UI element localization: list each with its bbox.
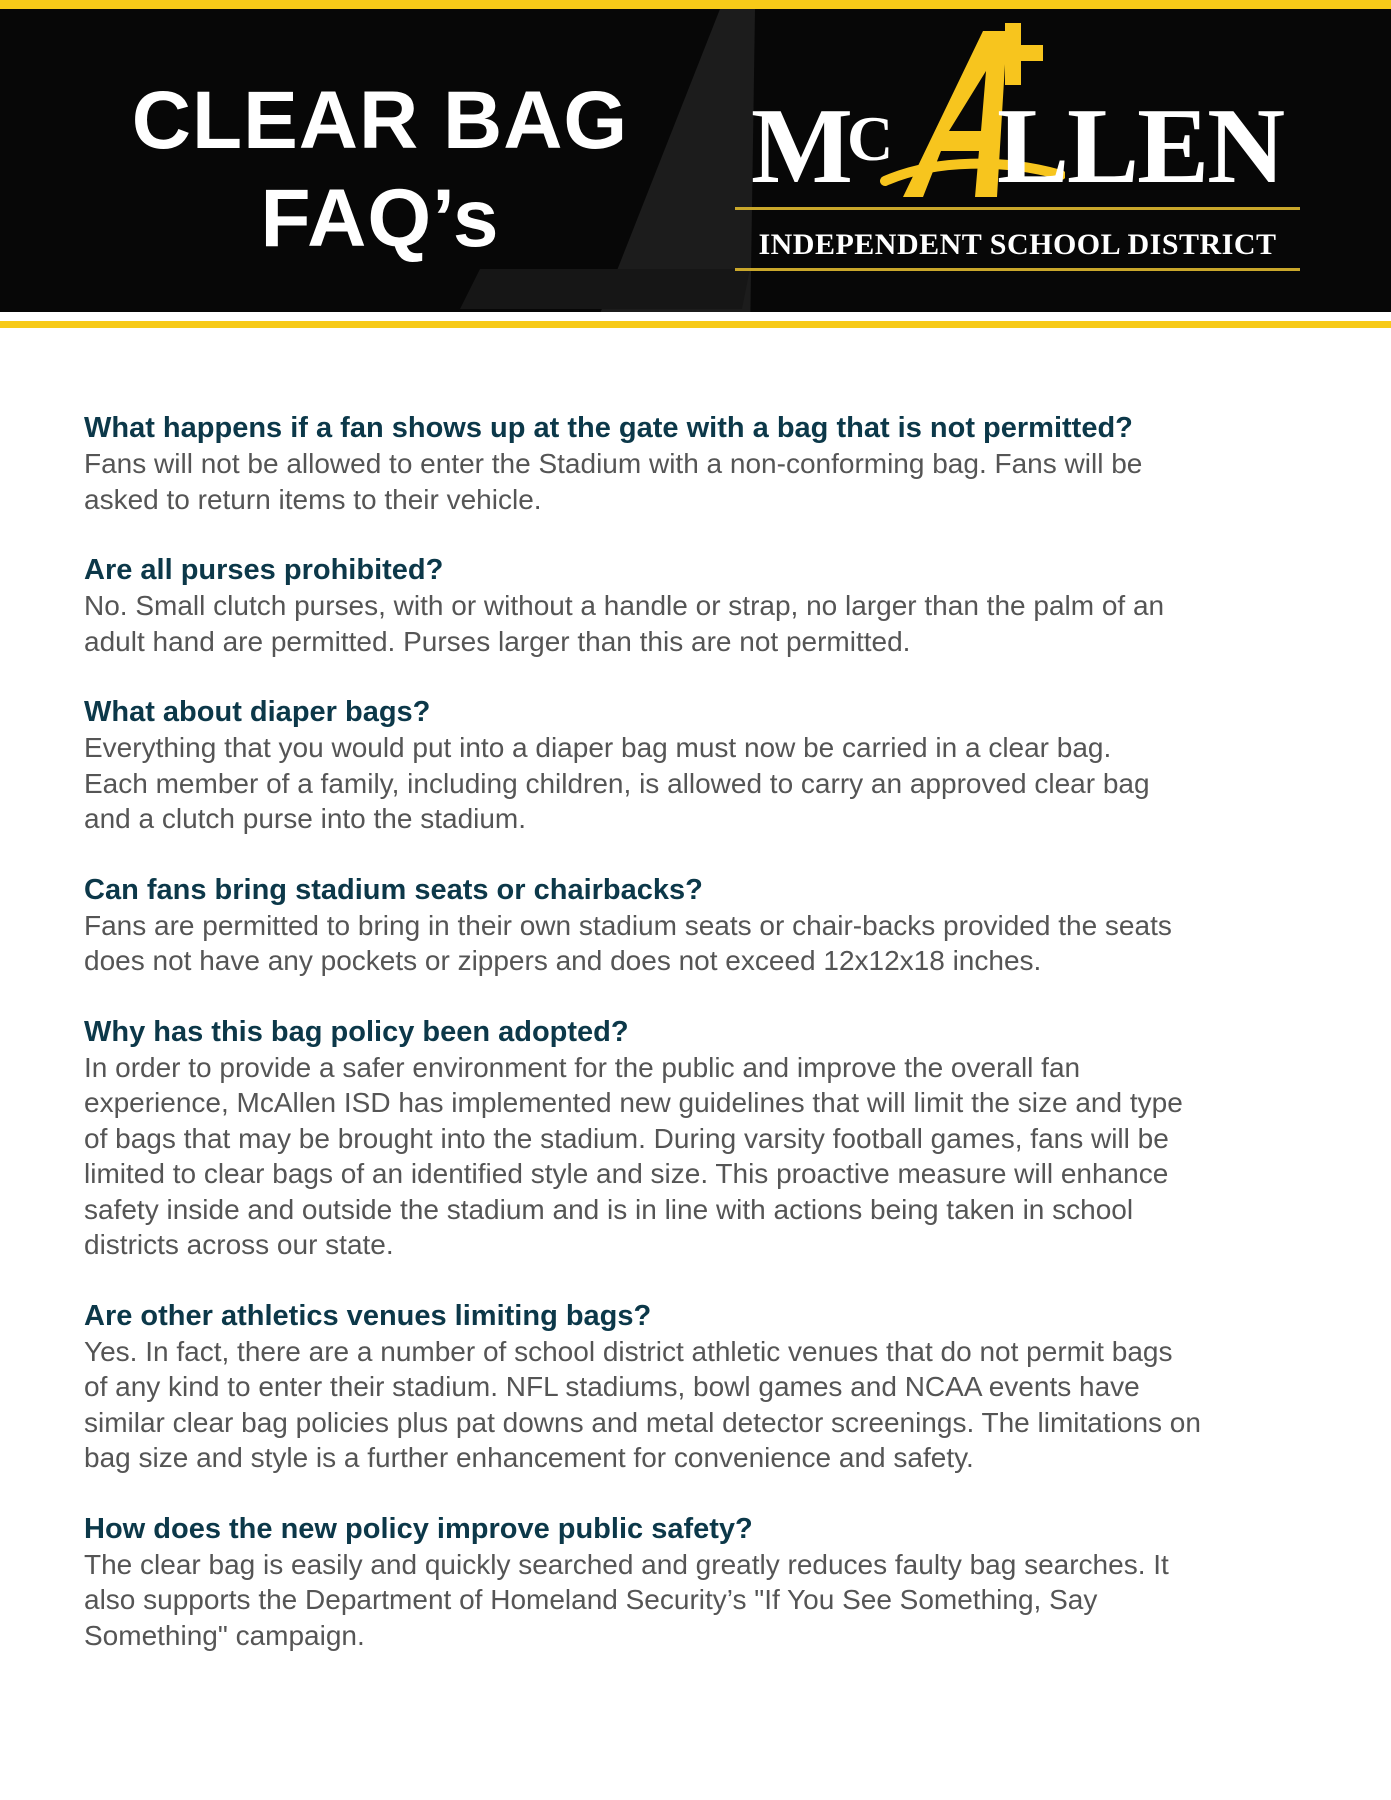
faq-answer-line: limited to clear bags of an identified style and size. This proactive measure will enhance (84, 1158, 1169, 1189)
faq-question: Why has this bag policy been adopted? (84, 1015, 629, 1048)
faq-answer-line: Each member of a family, including children, is allowed to carry an approved clear bag (84, 767, 1150, 799)
faq-answer-line: of bags that may be brought into the stadium. During varsity football games, fans will be (84, 1122, 1169, 1154)
page-title (90, 72, 670, 268)
faq-item (84, 694, 1334, 837)
mcallen-isd-logo (735, 9, 1305, 309)
header-banner (0, 0, 1391, 330)
faq-answer-line: No. Small clutch purses, with or without a handle or strap, no larger than the palm of an (84, 590, 1165, 621)
faq-list (84, 410, 1334, 1688)
faq-answer-line: Yes. In fact, there are a number of school district athletic venues that do not permit bags (84, 1335, 1173, 1367)
faq-answer-line: also supports the Department of Homeland Security’s "If You See Something, Say (84, 1584, 1098, 1615)
bottom-gold-stripe (0, 321, 1391, 328)
faq-item (84, 1511, 1334, 1654)
logo-top-rule (735, 207, 1300, 210)
faq-answer-line: does not have any pockets or zippers and does not exceed 12x12x18 inches. (84, 945, 1042, 976)
title-line-2: FAQ’s (260, 173, 500, 264)
faq-question: How does the new policy improve public safety? (84, 1512, 753, 1545)
faq-item (84, 410, 1334, 517)
faq-answer-line: districts across our state. (84, 1229, 394, 1260)
faq-answer (84, 1050, 1334, 1263)
faq-answer-line: asked to return items to their vehicle. (84, 483, 542, 515)
faq-answer (84, 730, 1334, 837)
header-white-gap (0, 312, 1391, 321)
faq-answer-line: bag size and style is a further enhancement for convenience and safety. (84, 1442, 974, 1473)
faq-answer (84, 446, 1334, 517)
faq-item (84, 1014, 1334, 1263)
faq-answer (84, 1334, 1334, 1476)
logo-letters-llen: LLEN (997, 87, 1284, 206)
faq-question: Are all purses prohibited? (84, 554, 444, 586)
faq-item (84, 872, 1334, 979)
logo-letter-m: M (751, 87, 851, 206)
logo-letter-c: C (847, 103, 892, 174)
faq-question: What happens if a fan shows up at the gate with a bag that is not permitted? (84, 412, 1133, 444)
logo-subtitle: INDEPENDENT SCHOOL DISTRICT (758, 228, 1277, 261)
top-gold-stripe (0, 0, 1391, 9)
faq-answer-line: Everything that you would put into a diaper bag must now be carried in a clear bag. (84, 732, 1112, 763)
faq-answer-line: Fans will not be allowed to enter the Stadium with a non-conforming bag. Fans will be (84, 448, 1143, 479)
faq-answer-line: experience, McAllen ISD has implemented new guidelines that will limit the size and type (84, 1087, 1183, 1118)
faq-question: Can fans bring stadium seats or chairbacks? (84, 873, 703, 906)
faq-question: Are other athletics venues limiting bags? (84, 1299, 652, 1332)
faq-item (84, 552, 1334, 659)
faq-answer-line: Something" campaign. (84, 1619, 365, 1651)
faq-answer (84, 908, 1334, 979)
faq-answer-line: In order to provide a safer environment for the public and improve the overall fan (84, 1051, 1081, 1083)
faq-item (84, 1298, 1334, 1476)
faq-question: What about diaper bags? (84, 696, 431, 728)
title-line-1: CLEAR BAG (131, 75, 629, 166)
faq-answer-line: The clear bag is easily and quickly searched and greatly reduces faulty bag searches. It (84, 1548, 1169, 1580)
faq-answer-line: and a clutch purse into the stadium. (84, 803, 527, 834)
faq-answer (84, 1547, 1334, 1654)
faq-answer-line: adult hand are permitted. Purses larger than this are not permitted. (84, 625, 911, 657)
faq-answer-line: similar clear bag policies plus pat downs and metal detector screenings. The limitations on (84, 1406, 1201, 1438)
logo-bottom-rule (735, 268, 1300, 271)
faq-answer (84, 588, 1334, 659)
faq-answer-line: Fans are permitted to bring in their own stadium seats or chair-backs provided the seats (84, 909, 1172, 941)
faq-answer-line: safety inside and outside the stadium and is in line with actions being taken in school (84, 1193, 1134, 1225)
faq-answer-line: of any kind to enter their stadium. NFL stadiums, bowl games and NCAA events have (84, 1371, 1140, 1402)
